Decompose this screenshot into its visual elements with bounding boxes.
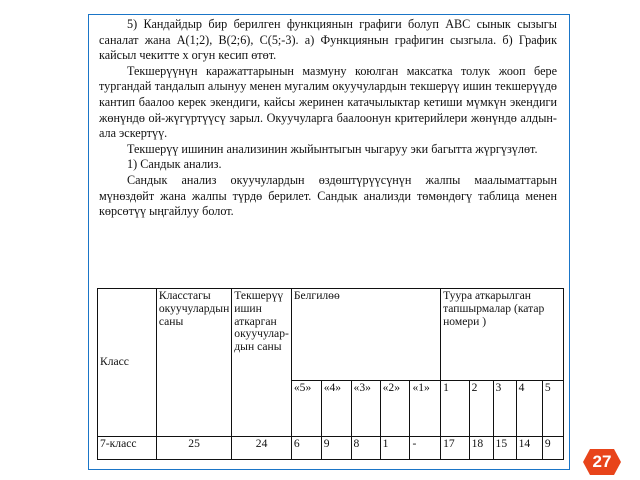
table-row: [98, 437, 564, 460]
task-5-paragraph: 5) Кандайдыр бир берилген функциянын графиги болуп ABC сынык сызыгы саналат жана A(1;2), B(2;6), C(5;-3). а) Функциянын графигин сызгыла. б) График кайсыл чекитте x огун кесип өтөт.: [99, 17, 557, 63]
row-performed-count: 24: [232, 437, 292, 460]
page-number-badge: [582, 448, 622, 476]
row-mark-1: -: [410, 437, 441, 460]
quantitative-analysis-paragraph: Сандык анализ окуучулардын өздөштүрүүсүнүн жалпы маалыматтарын мүнөздөйт жана жалпы түрдө берилет. Сандык анализди төмөндөгү таблица менен көрсөтүү ыңгайлуу болот.: [99, 172, 557, 219]
row-mark-4: 9: [321, 437, 351, 460]
document-text: [99, 17, 557, 220]
results-table: [97, 288, 564, 460]
row-task-5: 9: [542, 437, 563, 460]
row-mark-5: 6: [291, 437, 321, 460]
task-5-header: 5: [542, 381, 563, 437]
header-class: Класс: [98, 289, 157, 437]
header-students: Класстагы окуучулардын саны: [156, 289, 231, 437]
header-correct-tasks: Туура аткарылган тапшырмалар (катар номери ): [441, 289, 564, 381]
page-number: 27: [592, 452, 612, 471]
task-4-header: 4: [516, 381, 542, 437]
task-2-header: 2: [469, 381, 493, 437]
mark-2-header: «2»: [380, 381, 410, 437]
mark-3-header: «3»: [351, 381, 380, 437]
row-students-count: 25: [156, 437, 231, 460]
row-task-3: 15: [493, 437, 516, 460]
mark-1-header: «1»: [410, 381, 441, 437]
row-task-4: 14: [516, 437, 542, 460]
mark-4-header: «4»: [321, 381, 351, 437]
quantitative-analysis-heading: 1) Сандык анализ.: [127, 157, 222, 172]
row-task-1: 17: [441, 437, 470, 460]
analysis-summary-paragraph: Текшерүү ишинин анализинин жыйынтыгын чыгаруу эки багытта жүргүзүлөт.: [127, 141, 538, 156]
header-marks: Белгилөө: [291, 289, 440, 381]
row-task-2: 18: [469, 437, 493, 460]
header-performed: Текшерүү ишин аткарган окуучулар-дын саны: [232, 289, 292, 437]
control-content-paragraph: Текшерүүнүн каражаттарынын мазмуну коюлган максатка толук жооп бере тургандай тандалып алынуу менен мугалим окуучулардын текшерүү ишин текшерүүдө кантип баалоо керек экендиги, кайсы жеринен катачылыктар кетиши мүмкүн экендиги жөнүндө ой-жүгүртүүсү зарыл. Окуучуларга баалоонун критерийлери жөнүндө алдын-ала эскертүү.: [99, 63, 557, 141]
row-mark-3: 8: [351, 437, 380, 460]
row-class-label: 7-класс: [98, 437, 157, 460]
task-3-header: 3: [493, 381, 516, 437]
row-mark-2: 1: [380, 437, 410, 460]
mark-5-header: «5»: [291, 381, 321, 437]
task-1-header: 1: [441, 381, 470, 437]
